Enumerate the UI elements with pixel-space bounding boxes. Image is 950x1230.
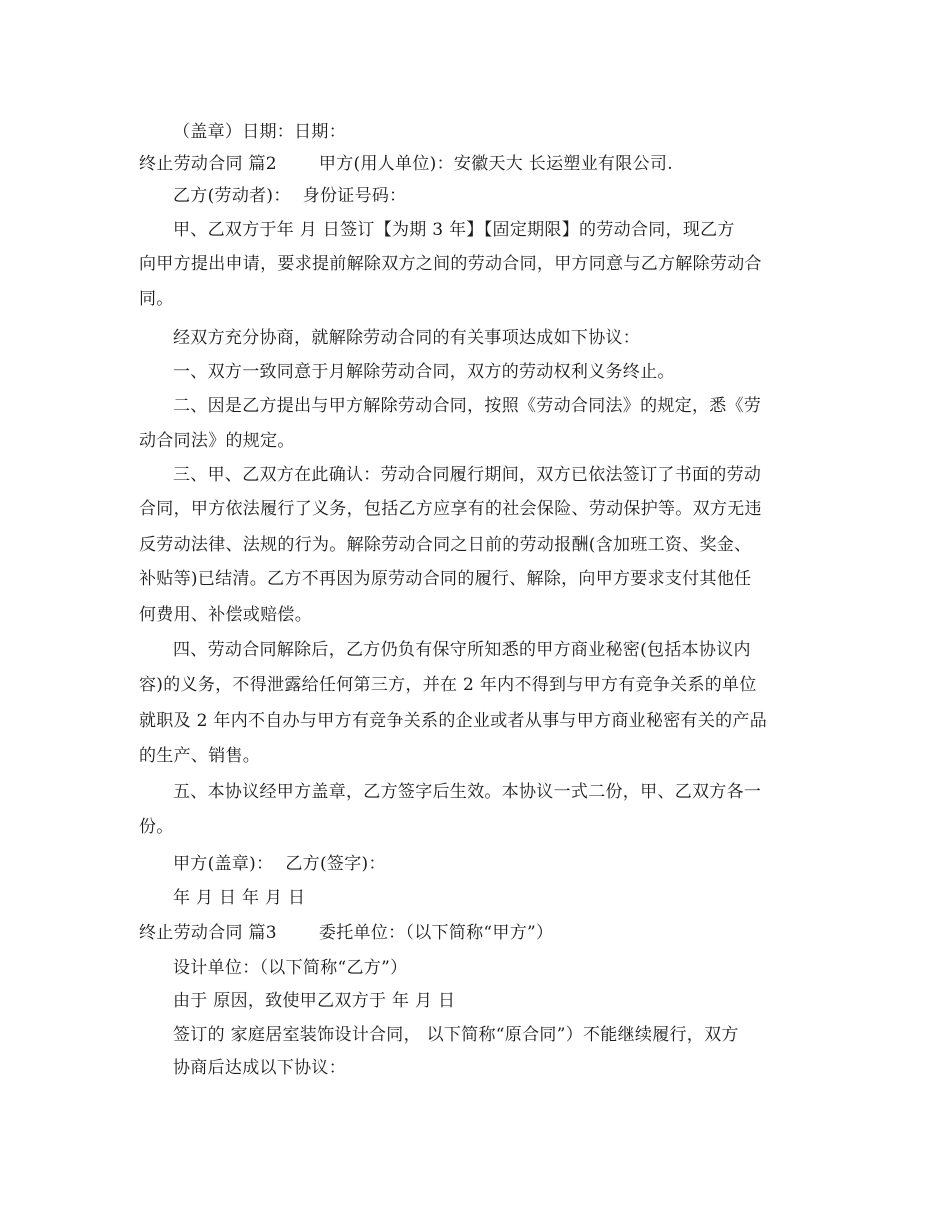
paragraph-text: 向甲方提出申请，要求提前解除双方之间的劳动合同，甲方同意与乙方解除劳动合 — [139, 254, 762, 274]
paragraph-line — [173, 327, 640, 349]
clause-2-cont — [139, 430, 295, 452]
clause-4-cont — [139, 674, 757, 696]
clause-3-cont — [139, 534, 751, 556]
paragraph-line — [173, 1024, 739, 1046]
paragraph-text: 同。 — [139, 289, 174, 309]
clause-text: 一、双方一致同意于月解除劳动合同，双方的劳动权利义务终止。 — [173, 362, 675, 382]
clause-text: 份。 — [139, 817, 174, 837]
clause-5 — [173, 781, 761, 803]
paragraph-line — [173, 219, 735, 241]
paragraph-text: 经双方充分协商，就解除劳动合同的有关事项达成如下协议： — [173, 328, 641, 348]
clause-3-cont — [139, 568, 751, 590]
clause-text: 四、劳动合同解除后，乙方仍负有保守所知悉的甲方商业秘密(包括本协议内 — [173, 640, 751, 660]
clause-text: 的生产、销售。 — [139, 746, 261, 766]
signature-line — [173, 853, 386, 875]
clause-4 — [173, 639, 751, 661]
section-title-2: 终止劳动合同 篇2 — [139, 154, 277, 174]
paragraph-line — [173, 990, 455, 1012]
clause-2 — [173, 395, 761, 417]
party-b-label: 乙方(劳动者)： — [173, 186, 291, 206]
clause-text: 补贴等)已结清。乙方不再因为原劳动合同的履行、解除，向甲方要求支付其他任 — [139, 569, 752, 589]
signature-date-text: 年 月 日 年 月 日 — [173, 888, 306, 908]
paragraph-text: 协商后达成以下协议： — [173, 1058, 346, 1078]
design-unit-text: 设计单位：（以下简称“乙方”） — [173, 958, 408, 978]
clause-3-cont — [139, 604, 312, 626]
party-b-line — [173, 185, 406, 207]
seal-date-text: （盖章）日期：日期： — [173, 122, 346, 142]
design-unit-line — [173, 957, 407, 979]
clause-text: 合同，甲方依法履行了义务，包括乙方应享有的社会保险、劳动保护等。双方无违 — [139, 499, 762, 519]
clause-text: 容)的义务，不得泄露给任何第三方，并在 2 年内不得到与甲方有竞争关系的单位 — [139, 675, 757, 695]
clause-text: 动合同法》的规定。 — [139, 431, 295, 451]
party-a-seal-label: 甲方(盖章)： — [173, 854, 274, 874]
clause-5-cont — [139, 816, 174, 838]
paragraph-text: 甲、乙双方于年 月 日签订【为期 3 年】【固定期限】的劳动合同，现乙方 — [173, 220, 735, 240]
party-a-employer: 甲方(用人单位)：安徽天大 长运塑业有限公司. — [318, 154, 673, 174]
paragraph-text: 由于 原因，致使甲乙双方于 年 月 日 — [173, 991, 456, 1011]
clause-text: 反劳动法律、法规的行为。解除劳动合同之日前的劳动报酬(含加班工资、奖金、 — [139, 535, 752, 555]
section-heading-3 — [139, 922, 553, 944]
paragraph-line — [139, 253, 762, 275]
clause-text: 何费用、补偿或赔偿。 — [139, 605, 312, 625]
clause-text: 三、甲、乙双方在此确认：劳动合同履行期间，双方已依法签订了书面的劳动 — [173, 465, 762, 485]
section-heading-2 — [139, 153, 673, 175]
paragraph-line — [139, 288, 174, 310]
seal-date-line — [173, 121, 346, 143]
clause-3 — [173, 464, 761, 486]
clause-3-cont — [139, 498, 762, 520]
id-number-label: 身份证号码： — [302, 186, 407, 206]
clause-text: 就职及 2 年内不自办与甲方有竞争关系的企业或者从事与甲方商业秘密有关的产品 — [139, 711, 768, 731]
paragraph-text: 签订的 家庭居室装饰设计合同， 以下简称“原合同”）不能继续履行，双方 — [173, 1025, 739, 1045]
clause-4-cont — [139, 745, 260, 767]
client-unit-label: 委托单位：（以下简称“甲方”） — [318, 923, 554, 943]
party-b-sign-label: 乙方(签字)： — [285, 854, 386, 874]
clause-4-cont — [139, 710, 767, 732]
paragraph-line — [173, 1057, 346, 1079]
section-title-3: 终止劳动合同 篇3 — [139, 923, 277, 943]
signature-date-line — [173, 887, 305, 909]
clause-1 — [173, 361, 675, 383]
clause-text: 五、本协议经甲方盖章，乙方签字后生效。本协议一式二份，甲、乙双方各一 — [173, 782, 762, 802]
clause-text: 二、因是乙方提出与甲方解除劳动合同，按照《劳动合同法》的规定，悉《劳 — [173, 396, 762, 416]
